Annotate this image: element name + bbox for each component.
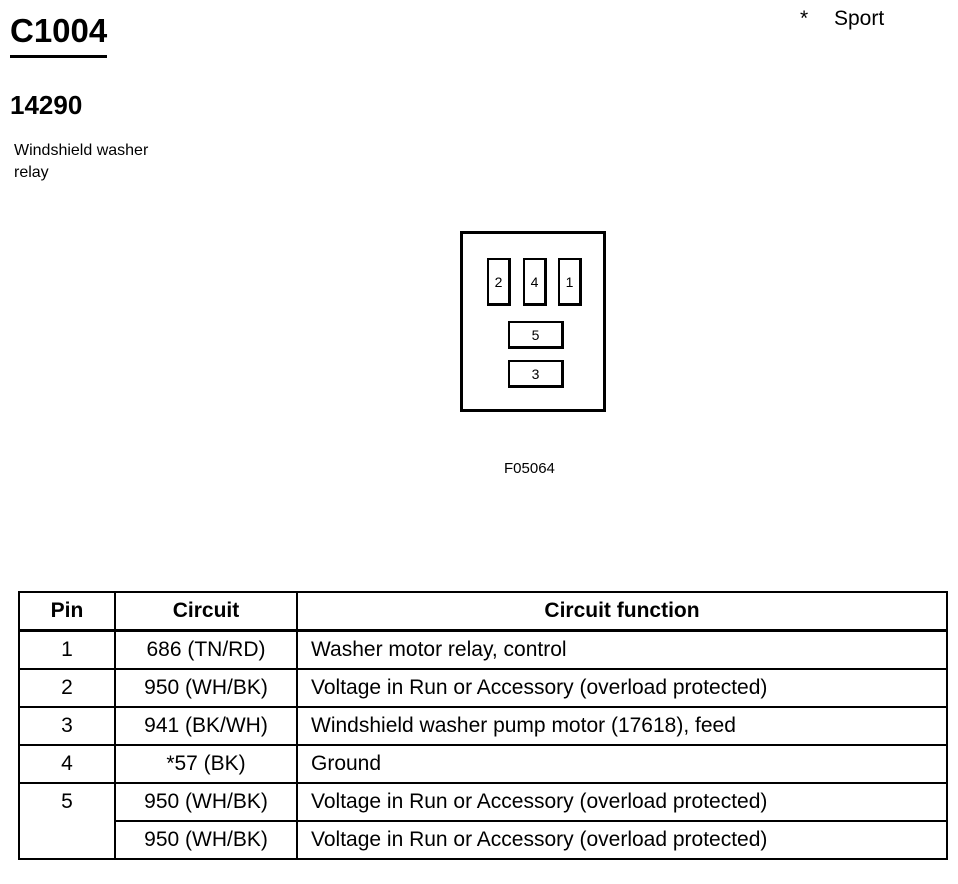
table-header-row	[19, 592, 947, 631]
row-pin: 2	[19, 669, 115, 707]
pin-3-cavity: 3	[508, 360, 564, 388]
pin-table	[18, 591, 948, 860]
header-function: Circuit function	[297, 592, 947, 631]
table-row	[19, 707, 947, 745]
table-row	[19, 821, 947, 859]
row-pin: 5	[19, 783, 115, 859]
row-function: Voltage in Run or Accessory (overload protected)	[297, 669, 947, 707]
row-function: Ground	[297, 745, 947, 783]
table-row	[19, 745, 947, 783]
row-pin: 3	[19, 707, 115, 745]
connector-face-diagram	[460, 231, 606, 412]
pin-4-cavity: 4	[523, 258, 547, 306]
legend-text: Sport	[834, 7, 885, 30]
row-circuit: 941 (BK/WH)	[115, 707, 297, 745]
pin-1-cavity: 1	[558, 258, 582, 306]
table-row	[19, 631, 947, 670]
row-circuit: 950 (WH/BK)	[115, 783, 297, 821]
pin-2-cavity: 2	[487, 258, 511, 306]
row-circuit: 950 (WH/BK)	[115, 669, 297, 707]
legend	[800, 6, 884, 32]
header-circuit: Circuit	[115, 592, 297, 631]
row-circuit: *57 (BK)	[115, 745, 297, 783]
legend-symbol: *	[800, 7, 809, 30]
figure-id: F05064	[504, 460, 555, 477]
table-row	[19, 783, 947, 821]
row-function: Windshield washer pump motor (17618), feed	[297, 707, 947, 745]
row-function: Voltage in Run or Accessory (overload protected)	[297, 821, 947, 859]
header-pin: Pin	[19, 592, 115, 631]
part-number: 14290	[10, 90, 83, 120]
row-function: Voltage in Run or Accessory (overload protected)	[297, 783, 947, 821]
row-circuit: 950 (WH/BK)	[115, 821, 297, 859]
table-row	[19, 669, 947, 707]
row-function: Washer motor relay, control	[297, 631, 947, 670]
row-pin: 4	[19, 745, 115, 783]
row-circuit: 686 (TN/RD)	[115, 631, 297, 670]
pin-5-cavity: 5	[508, 321, 564, 349]
row-pin: 1	[19, 631, 115, 670]
component-description: Windshield washer relay	[14, 142, 149, 181]
connector-id: C1004	[10, 14, 107, 58]
